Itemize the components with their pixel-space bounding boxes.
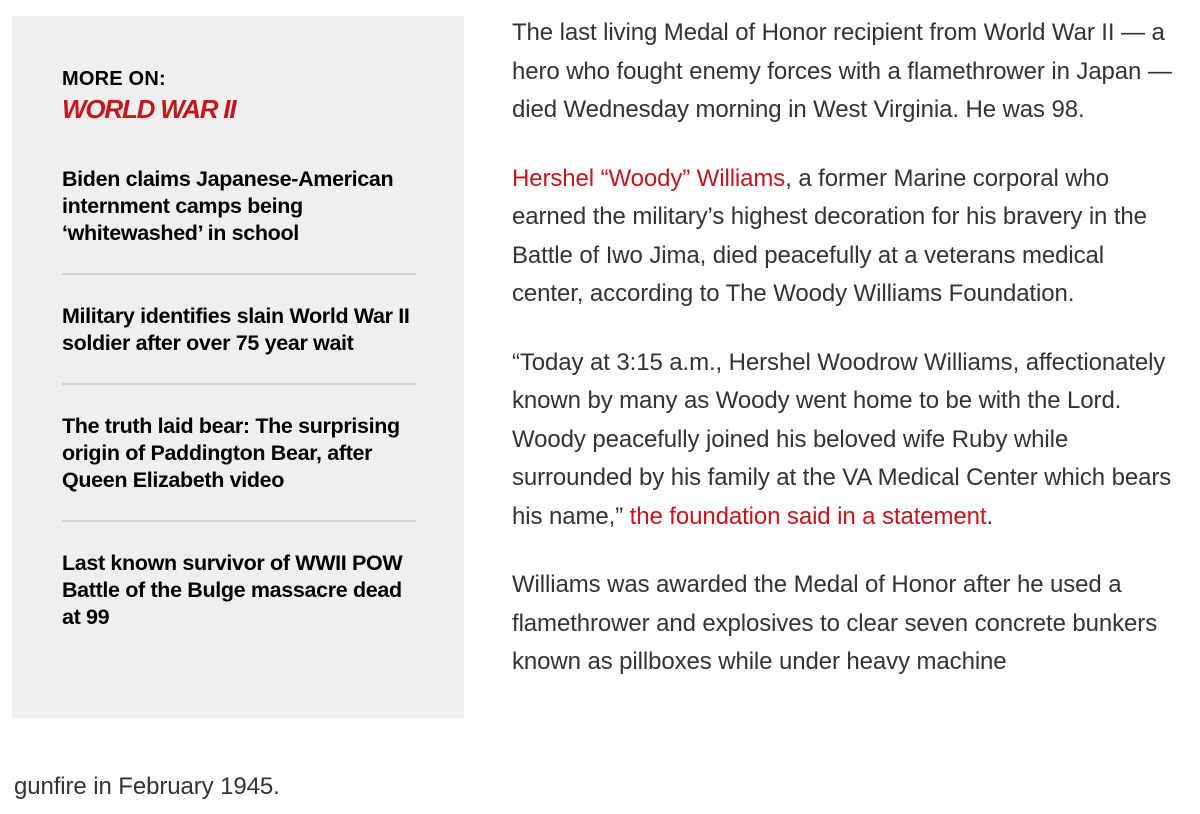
related-article-link[interactable]: The truth laid bear: The surprising origin of Paddington Bear, after Queen Elizabeth video — [62, 414, 400, 492]
related-article-link[interactable]: Military identifies slain World War II soldier after over 75 year wait — [62, 304, 410, 355]
paragraph-text: , a former Marine corporal who earned the military’s highest decoration for his bravery in the Battle of Iwo Jima, died peacefully at a veterans medical center, according to The Woody Williams Foundation. — [512, 164, 1147, 307]
foundation-statement-link[interactable]: the foundation said in a statement — [629, 502, 987, 530]
quote-text: “Today at 3:15 a.m., Hershel Woodrow Williams, affectionately known by many as Woody went home to be with the Lord. Woody peacefully joined his beloved wife Ruby while surrounded by his family at the VA Medical Center which bears his name,” — [512, 348, 1172, 530]
paragraph-end: . — [986, 502, 994, 530]
list-item — [62, 303, 416, 385]
related-articles-list — [62, 166, 416, 631]
article-paragraph — [512, 344, 1172, 537]
related-article-link[interactable]: Last known survivor of WWII POW Battle of the Bulge massacre dead at 99 — [62, 551, 403, 629]
article-body — [512, 14, 1172, 712]
more-on-sidebar — [12, 16, 464, 718]
topic-link-world-war-ii[interactable]: WORLD WAR II — [62, 94, 236, 124]
list-item — [62, 166, 416, 275]
more-on-heading: MORE ON: — [62, 68, 166, 90]
list-item — [62, 413, 416, 522]
related-article-link[interactable]: Biden claims Japanese-American internment camps being ‘whitewashed’ in school — [62, 167, 394, 245]
article-paragraph — [512, 160, 1172, 314]
hershel-williams-link[interactable]: Hershel “Woody” Williams — [512, 164, 786, 192]
list-item — [62, 550, 416, 631]
article-paragraph-continued: gunfire in February 1945. — [14, 773, 280, 800]
article-paragraph: Williams was awarded the Medal of Honor after he used a flamethrower and explosives to clear seven concrete bunkers known as pillboxes while under heavy machine — [512, 571, 1158, 675]
article-paragraph: The last living Medal of Honor recipient from World War II — a hero who fought enemy forces with a flamethrower in Japan — died Wednesday morning in West Virginia. He was 98. — [512, 19, 1172, 123]
